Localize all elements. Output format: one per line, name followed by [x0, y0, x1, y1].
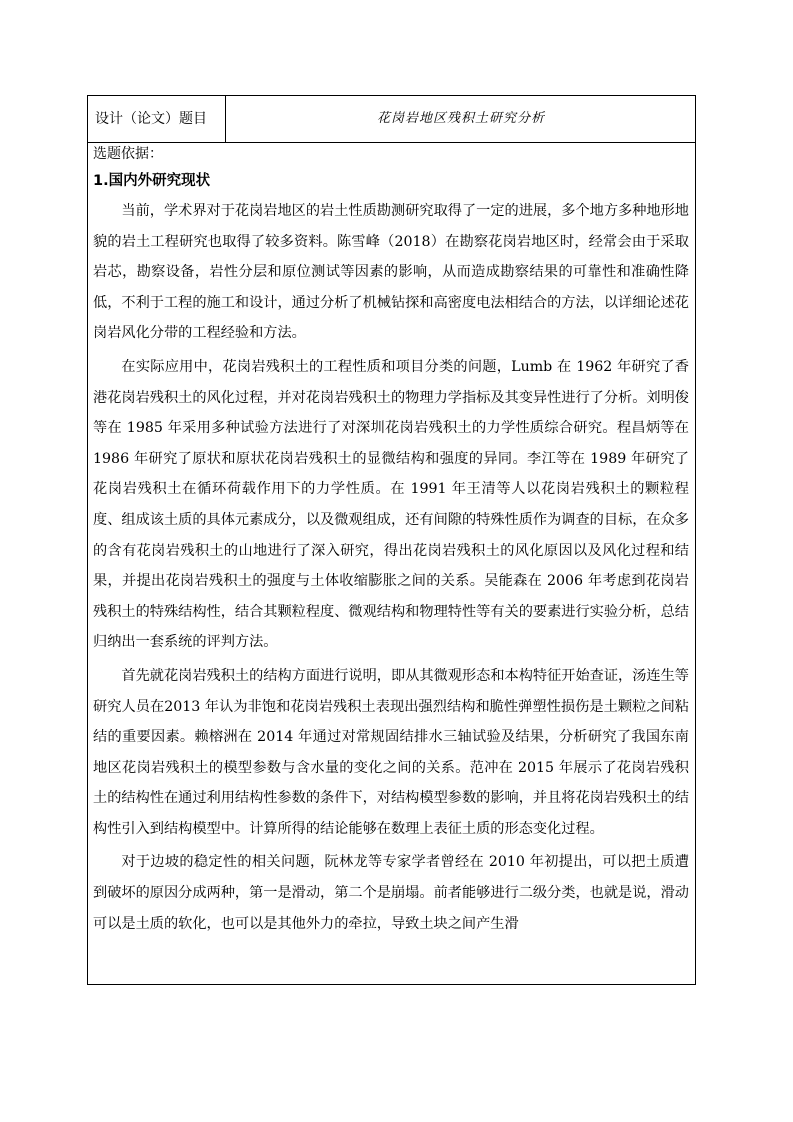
content-cell: [88, 143, 695, 984]
section-heading: 1.国内外研究现状: [93, 173, 211, 189]
title-label: 设计（论文）题目: [88, 96, 226, 142]
paragraph-3: 首先就花岗岩残积土的结构方面进行说明，即从其微观形态和本构特征开始查证，汤连生等研究人员在2013 年认为非饱和花岗岩残积土表现出强烈结构和脆性弹塑性损伤是土颗粒之间粘结的重要因素。赖榕洲在 2014 年通过对常规固结排水三轴试验及结果，分析研究了我国东南地区花岗岩残积土的模型参数与含水量的变化之间的关系。范冲在 2015 年展示了花岗岩残积土的结构性在通过利用结构性参数的条件下，对结构模型参数的影响，并且将花岗岩残积土的结构性引入到结构模型中。计算所得的结论能够在数理上表征土质的形态变化过程。: [93, 667, 689, 837]
title-row: [88, 96, 695, 143]
paragraph-1: 当前，学术界对于花岗岩地区的岩土性质勘测研究取得了一定的进展，多个地方多种地形地貌的岩土工程研究也取得了较多资料。陈雪峰（2018）在勘察花岗岩地区时，经常会由于采取岩芯，勘察设备，岩性分层和原位测试等因素的影响，从而造成勘察结果的可靠性和准确性降低，不利于工程的施工和设计，通过分析了机械钻探和高密度电法相结合的方法，以详细论述花岗岩风化分带的工程经验和方法。: [93, 203, 689, 342]
basis-label: 选题依据：: [93, 146, 163, 162]
paragraph-4: 对于边坡的稳定性的相关问题，阮林龙等专家学者曾经在 2010 年初提出，可以把土质遭到破坏的原因分成两种，第一是滑动，第二个是崩塌。前者能够进行二级分类，也就是说，滑动可以是土质的软化，也可以是其他外力的牵拉，导致土块之间产生滑: [93, 854, 689, 932]
proposal-table: [87, 95, 696, 985]
paragraph-2: 在实际应用中，花岗岩残积土的工程性质和项目分类的问题，Lumb 在 1962 年研究了香港花岗岩残积土的风化过程，并对花岗岩残积土的物理力学指标及其变异性进行了分析。刘明俊等在 1985 年采用多种试验方法进行了对深圳花岗岩残积土的力学性质综合研究。程昌炳等在 1986 年研究了原状和原状花岗岩残积土的显微结构和强度的异同。李江等在 1989 年研究了花岗岩残积土在循环荷载作用下的力学性质。在 1991 年王清等人以花岗岩残积土的颗粒程度、组成该土质的具体元素成分，以及微观组成，还有间隙的特殊性质作为调查的目标，在众多的含有花岗岩残积土的山地进行了深入研究，得出花岗岩残积土的风化原因以及风化过程和结果，并提出花岗岩残积土的强度与土体收缩膨胀之间的关系。吴能森在 2006 年考虑到花岗岩残积土的特殊结构性，结合其颗粒程度、微观结构和物理特性等有关的要素进行实验分析，总结归纳出一套系统的评判方法。: [93, 358, 689, 651]
thesis-title: 花岗岩地区残积土研究分析: [376, 111, 545, 126]
